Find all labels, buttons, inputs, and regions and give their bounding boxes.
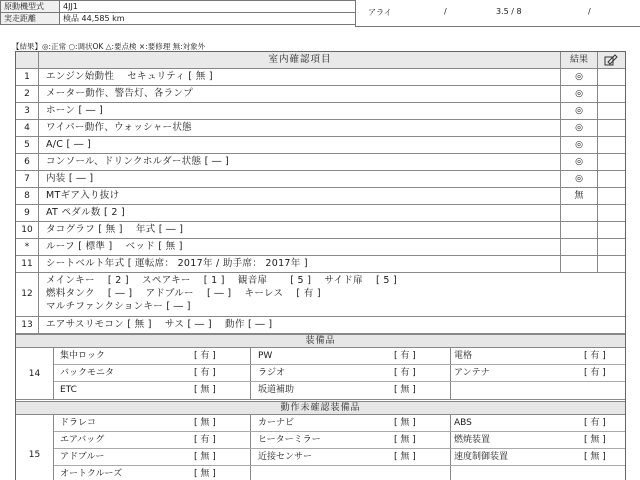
row-result: ◎: [560, 120, 598, 136]
column-divider: [250, 348, 251, 364]
row-extra-cell: [598, 188, 625, 204]
row-extra-cell: [598, 205, 625, 221]
unconfirmed-number: 15: [16, 415, 54, 480]
equipment-value: [ 無 ]: [394, 452, 416, 462]
equipment-name: 坂道補助: [258, 385, 295, 395]
row-text: AT ペダル数 [ 2 ]: [46, 207, 126, 218]
sheet-header: [16, 52, 625, 69]
row-text: MTギア入り抜け: [46, 190, 120, 201]
keys-line-3: マルチファンクションキー [ ― ]: [46, 301, 191, 312]
row-number: 10: [16, 222, 39, 238]
equipment-name: ABS: [454, 418, 472, 428]
equipment-line: [54, 365, 625, 382]
row-result: ◎: [560, 171, 598, 187]
inspection-row: [16, 69, 625, 86]
equipment-value: [ 無 ]: [584, 435, 606, 445]
row-number: 6: [16, 154, 39, 170]
equipment-name: 電格: [454, 351, 473, 361]
row-text: ホーン [ ― ]: [46, 105, 103, 116]
row-number: 9: [16, 205, 39, 221]
equipment-name: アンテナ: [454, 368, 490, 378]
unconfirmed-group: [16, 415, 625, 480]
slash-b: /: [588, 7, 591, 16]
row-number: 11: [16, 256, 39, 272]
inspection-row: [16, 103, 625, 120]
row-extra-cell: [598, 239, 625, 255]
row-extra-cell: [598, 154, 625, 170]
equipment-line: [54, 466, 625, 480]
inspection-row: [16, 256, 625, 273]
equipment-line: [54, 449, 625, 466]
equipment-value: [ 無 ]: [394, 385, 416, 395]
row-number: 7: [16, 171, 39, 187]
column-divider: [450, 432, 451, 448]
column-divider: [250, 382, 251, 399]
alignment-label: アライ: [368, 8, 392, 17]
inspection-row: [16, 86, 625, 103]
inspection-row: [16, 188, 625, 205]
row-result: [560, 222, 598, 238]
alignment-box: [355, 0, 640, 27]
column-divider: [250, 432, 251, 448]
row-number: 8: [16, 188, 39, 204]
row-number: *: [16, 239, 39, 255]
column-divider: [450, 415, 451, 431]
equipment-value: [ 有 ]: [584, 351, 606, 361]
row-result: [560, 256, 598, 272]
equipment-value: [ 有 ]: [194, 368, 216, 378]
equipment-value: [ 無 ]: [584, 452, 606, 462]
keys-row: [16, 273, 625, 317]
inspection-row: [16, 205, 625, 222]
row-result: ◎: [560, 154, 598, 170]
equipment-name: バックモニタ: [60, 368, 115, 378]
row-extra-cell: [598, 256, 625, 272]
slash-a: /: [444, 7, 447, 16]
unconfirmed-section-title: 動作未確認装備品: [16, 401, 625, 415]
row-result: ◎: [560, 103, 598, 119]
column-divider: [450, 365, 451, 381]
row-text: タコグラフ [ 無 ] 年式 [ ― ]: [46, 224, 184, 235]
row-result: ◎: [560, 69, 598, 85]
row-extra-cell: [598, 103, 625, 119]
equipment-name: ETC: [60, 385, 77, 395]
row-result: [560, 239, 598, 255]
equipment-name: アドブルー: [60, 452, 105, 462]
distance-label: 実走距離: [0, 12, 60, 25]
row-text: エンジン始動性 セキュリティ [ 無 ]: [46, 71, 213, 82]
row-number: 2: [16, 86, 39, 102]
row-number: 13: [16, 317, 39, 333]
row-number: 12: [16, 273, 39, 316]
equipment-line: [54, 382, 625, 399]
equipment-name: オートクルーズ: [60, 469, 123, 479]
row-number: 5: [16, 137, 39, 153]
equipment-section-title: 装備品: [16, 334, 625, 348]
equipment-value: [ 無 ]: [194, 469, 216, 479]
motor-type-value: 4JJ1: [59, 0, 356, 13]
equipment-value: [ 有 ]: [584, 368, 606, 378]
column-divider: [450, 466, 451, 480]
header-num-cell: [16, 52, 39, 68]
equipment-name: エアバッグ: [60, 435, 105, 445]
alignment-value: 3.5 / 8: [496, 7, 522, 16]
row-text: メーター動作、警告灯、各ランプ: [46, 88, 194, 99]
row-text: コンソール、ドリンクホルダー状態 [ ― ]: [46, 156, 230, 167]
column-divider: [450, 382, 451, 399]
row-number: 4: [16, 120, 39, 136]
inspection-sheet: [15, 51, 626, 480]
row-number: 3: [16, 103, 39, 119]
equipment-value: [ 有 ]: [394, 368, 416, 378]
equipment-line: [54, 432, 625, 449]
column-divider: [250, 365, 251, 381]
equipment-name: ヒーターミラー: [258, 435, 321, 445]
vehicle-info-header: [0, 0, 640, 40]
result-legend: 【結果】◎:正常 ○:调状OK △:要点検 ×:要修理 無:対象外: [12, 42, 206, 51]
row-number: 1: [16, 69, 39, 85]
equipment-name: 近接センサー: [258, 452, 313, 462]
result-header: 結果: [560, 52, 598, 68]
keys-line-2: 燃料タンク [ ― ] アドブルー [ ― ] キーレス [ 有 ]: [46, 288, 321, 299]
row-result: ◎: [560, 137, 598, 153]
inspection-row: [16, 222, 625, 239]
equipment-value: [ 有 ]: [584, 418, 606, 428]
row-result: ◎: [560, 86, 598, 102]
equipment-name: カーナビ: [258, 418, 295, 428]
row-result: 無: [560, 188, 598, 204]
column-divider: [250, 466, 251, 480]
inspection-row: [16, 171, 625, 188]
column-divider: [250, 415, 251, 431]
equipment-name: PW: [258, 351, 273, 361]
row-extra-cell: [598, 222, 625, 238]
inspection-row: [16, 239, 625, 256]
equipment-value: [ 無 ]: [394, 418, 416, 428]
row-text: シートベルト年式 [ 運転席： 2017年 / 助手席： 2017年 ]: [46, 258, 308, 269]
equipment-name: 燃焼装置: [454, 435, 491, 445]
row-text: ワイパー動作、ウォッシャー状態: [46, 122, 192, 133]
equipment-line: [54, 348, 625, 365]
air-suspension-row: [16, 317, 625, 334]
motor-type-label: 原動機型式: [0, 0, 60, 13]
row-extra-cell: [598, 120, 625, 136]
equipment-number: 14: [16, 348, 54, 399]
equipment-name: ラジオ: [258, 368, 286, 378]
equipment-value: [ 有 ]: [394, 351, 416, 361]
row-result: [560, 205, 598, 221]
column-divider: [250, 449, 251, 465]
equipment-name: ドラレコ: [60, 418, 97, 428]
section-title: 室内確認項目: [268, 54, 332, 65]
equipment-name: 集中ロック: [60, 351, 105, 361]
column-divider: [450, 449, 451, 465]
row-text: 内装 [ ― ]: [46, 173, 94, 184]
equipment-value: [ 有 ]: [194, 351, 216, 361]
equipment-value: [ 無 ]: [194, 452, 216, 462]
equipment-value: [ 無 ]: [194, 385, 216, 395]
equipment-line: [54, 415, 625, 432]
keys-line-1: メインキー [ 2 ] スペアキー [ 1 ] 観音扉 [ 5 ] サイド扉 [ 5 ]: [46, 275, 397, 286]
row-text: A/C [ ― ]: [46, 139, 92, 150]
edit-cell[interactable]: [598, 52, 625, 68]
equipment-group: [16, 348, 625, 400]
row-extra-cell: [598, 171, 625, 187]
equipment-name: 速度制御装置: [454, 452, 509, 462]
air-suspension-text: エアサスリモコン [ 無 ] サス [ ― ] 動作 [ ― ]: [46, 319, 273, 330]
row-extra-cell: [598, 137, 625, 153]
row-extra-cell: [598, 69, 625, 85]
inspection-row: [16, 154, 625, 171]
column-divider: [450, 348, 451, 364]
equipment-value: [ 有 ]: [194, 435, 216, 445]
inspection-row: [16, 137, 625, 154]
distance-value: 検品 44,585 km: [59, 12, 356, 25]
row-extra-cell: [598, 86, 625, 102]
equipment-value: [ 無 ]: [394, 435, 416, 445]
row-text: ルーフ [ 標準 ] ベッド [ 無 ]: [46, 241, 183, 252]
inspection-row: [16, 120, 625, 137]
edit-icon[interactable]: [604, 54, 618, 66]
equipment-value: [ 無 ]: [194, 418, 216, 428]
